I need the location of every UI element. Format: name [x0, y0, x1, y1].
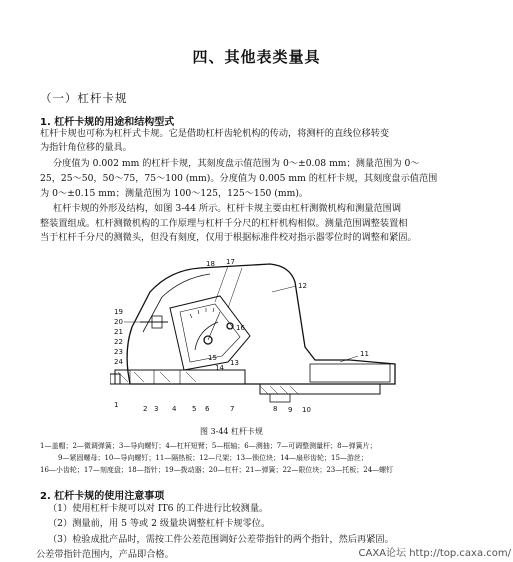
paragraph-line: 杠杆卡规也可称为杠杆式卡规。它是借助杠杆齿轮机构的传动，将测杆的直线位移转变: [40, 128, 390, 139]
callout-number: 9: [288, 406, 293, 414]
figure-caption: 图 3-44 杠杆卡规: [200, 427, 264, 436]
subsection-title-notes: 2. 杠杆卡规的使用注意事项: [40, 491, 165, 502]
paragraph-line: 公差带指针范围内，产品即合格。: [36, 549, 174, 560]
paragraph-line: 杠杆卡规的外形及结构，如图 3-44 所示。杠杆卡规主要由杠杆测微机构和测量范围调: [53, 203, 402, 214]
callout-number: 3: [154, 405, 159, 413]
callout-number: 24: [114, 358, 123, 366]
subsection-title-usage: 1. 杠杆卡规的用途和结构型式: [40, 117, 175, 128]
section-title: （一）杠杆卡规: [40, 91, 128, 105]
callout-number: 20: [114, 318, 123, 326]
callout-number: 12: [298, 282, 307, 290]
callout-number: 4: [172, 405, 177, 413]
figure-legend-line: 9—紧固螺母；10—导向螺钉；11—隔热板；12—尺架；13—锁位块；14—扇形齿轮；15—游丝；: [58, 454, 368, 462]
callout-number: 18: [206, 260, 215, 268]
paragraph-line: （3）检验成批产品时，需按工件公差范围调好公差带指针的两个指针，然后再紧固。: [48, 534, 394, 545]
callout-number: 13: [230, 359, 239, 367]
callout-number: 2: [143, 405, 148, 413]
callout-number: 6: [205, 405, 210, 413]
watermark: CAXA论坛 http://top.caxa.com/: [358, 548, 511, 559]
paragraph-line: （2）测量前，用 5 等或 2 级量块调整杠杆卡规零位。: [48, 518, 271, 529]
callout-number: 16: [236, 324, 245, 332]
paragraph-line: 当于杠杆千分尺的测微头，但没有刻度，仅用于根据标准件校对指示器零位时的调整和紧固。: [40, 232, 417, 243]
figure-legend-line: 1—盖帽；2—微调弹簧；3—导向螺钉；4—杠杆短臂；5—框轴；6—测抽；7—可调整测量杆；8—弹簧片；: [40, 442, 377, 450]
lever-gauge-figure: [110, 252, 400, 417]
callout-number: 15: [208, 354, 217, 362]
chapter-title: 四、其他表类量具: [192, 48, 321, 66]
paragraph-line: 为 0～±0.15 mm；测量范围为 100～125，125～150 (mm)。: [40, 188, 309, 199]
paragraph-line: 分度值为 0.002 mm 的杠杆卡规，其刻度盘示值范围为 0～±0.08 mm；测量范围为 0～: [53, 158, 420, 169]
paragraph-line: 为指针角位移的量具。: [40, 142, 132, 153]
callout-number: 10: [302, 406, 311, 414]
callout-number: 19: [114, 308, 123, 316]
figure-legend-line: 16—小齿轮；17—刻度盘；18—指针；19—拨动器；20—杠杆；21—弹簧；22—限位块；23—托板；24—螺钉: [40, 466, 394, 474]
callout-number: 14: [215, 364, 224, 372]
callout-number: 7: [230, 405, 235, 413]
callout-number: 17: [226, 258, 235, 266]
callout-number: 5: [192, 405, 197, 413]
callout-number: 11: [360, 350, 369, 358]
callout-number: 23: [114, 348, 123, 356]
paragraph-line: 整装置组成。杠杆测微机构的工作原理与杠杆千分尺的杠杆机构相似。测量范围调整装置相: [40, 218, 408, 229]
paragraph-line: 25，25～50，50～75，75～100 (mm)。分度值为 0.005 mm 的杠杆卡规，其刻度盘示值范围: [40, 173, 438, 184]
callout-number: 1: [114, 401, 119, 409]
callout-number: 22: [114, 338, 123, 346]
callout-number: 8: [273, 405, 278, 413]
paragraph-line: （1）使用杠杆卡规可以对 IT6 的工件进行比较测量。: [48, 503, 269, 514]
callout-numbers: [114, 258, 369, 414]
callout-number: 21: [114, 328, 123, 336]
